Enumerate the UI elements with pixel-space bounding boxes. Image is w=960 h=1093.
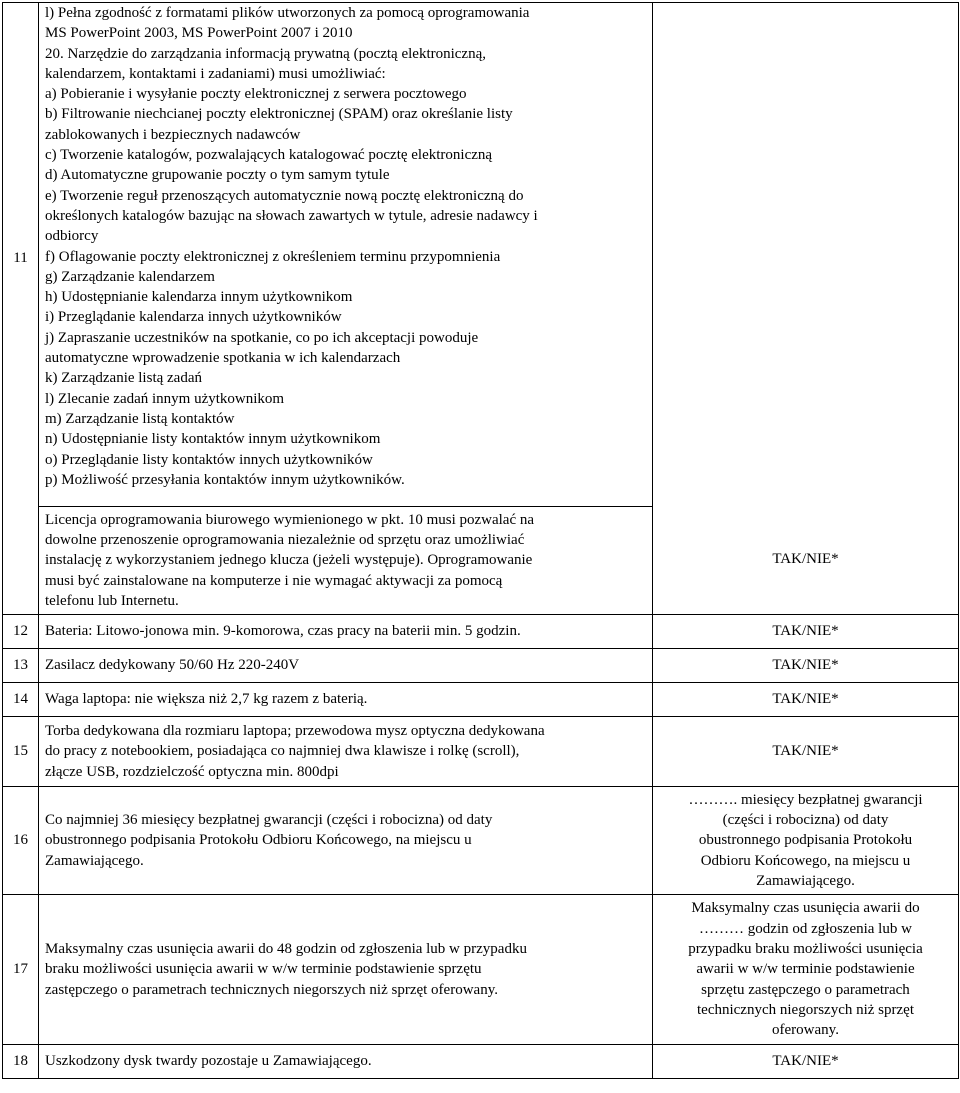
- answer-line: awarii w w/w terminie podstawienie: [696, 961, 915, 978]
- row-number: [3, 3, 39, 615]
- row-number: 15: [3, 717, 39, 787]
- description-line: c) Tworzenie katalogów, pozwalających katalogować pocztę elektroniczną: [45, 147, 493, 164]
- specification-table: [2, 2, 959, 1079]
- table-row: [3, 717, 959, 787]
- answer-line: przypadku braku możliwości usunięcia: [688, 941, 923, 958]
- answer-line: TAK/NIE*: [772, 1053, 839, 1070]
- description-line: Zasilacz dedykowany 50/60 Hz 220-240V: [45, 657, 300, 674]
- description-line: f) Oflagowanie poczty elektronicznej z określeniem terminu przypomnienia: [45, 248, 501, 265]
- description-line: MS PowerPoint 2003, MS PowerPoint 2007 i 2010: [45, 25, 353, 42]
- table-row: [3, 787, 959, 895]
- description-line: i) Przeglądanie kalendarza innych użytkowników: [45, 309, 342, 326]
- description-line: odbiorcy: [45, 228, 99, 245]
- answer-line: TAK/NIE*: [772, 551, 839, 567]
- description-line: e) Tworzenie reguł przenoszących automatycznie nową pocztę elektroniczną do: [45, 187, 524, 204]
- answer-line: (części i robocizna) od daty: [722, 812, 889, 829]
- table-row: [3, 895, 959, 1045]
- description-line: obustronnego podpisania Protokołu Odbioru Końcowego, na miejscu u: [45, 832, 472, 849]
- description-line: Uszkodzony dysk twardy pozostaje u Zamawiającego.: [45, 1053, 372, 1070]
- offer-answer: [653, 895, 959, 1045]
- table-row: [3, 615, 959, 649]
- description-line: zastępczego o parametrach technicznych niegorszych niż sprzęt oferowany.: [45, 981, 498, 998]
- description-line: Waga laptopa: nie większa niż 2,7 kg razem z baterią.: [45, 691, 368, 708]
- answer-line: TAK/NIE*: [772, 691, 839, 708]
- requirement-description: [39, 615, 653, 649]
- answer-line: ……… godzin od zgłoszenia lub w: [699, 920, 912, 937]
- row-number: 16: [3, 787, 39, 895]
- requirement-description: [39, 1045, 653, 1079]
- description-line: instalację z wykorzystaniem jednego klucza (jeżeli występuje). Oprogramowanie: [45, 552, 533, 569]
- description-line: Bateria: Litowo-jonowa min. 9-komorowa, czas pracy na baterii min. 5 godzin.: [45, 623, 521, 640]
- table-body: [3, 3, 959, 1079]
- description-line: k) Zarządzanie listą zadań: [45, 370, 202, 387]
- answer-line: sprzętu zastępczego o parametrach: [701, 981, 910, 998]
- offer-answer: [653, 3, 959, 615]
- description-line: Zamawiającego.: [45, 852, 144, 869]
- description-line: Co najmniej 36 miesięcy bezpłatnej gwarancji (części i robocizna) od daty: [45, 812, 493, 829]
- answer-line: Odbioru Końcowego, na miejscu u: [700, 852, 911, 869]
- description-line: l) Pełna zgodność z formatami plików utworzonych za pomocą oprogramowania: [45, 5, 530, 21]
- requirement-description: [39, 507, 653, 615]
- description-line: h) Udostępnianie kalendarza innym użytkownikom: [45, 289, 353, 306]
- answer-line: TAK/NIE*: [772, 623, 839, 640]
- row-number: 14: [3, 683, 39, 717]
- answer-line: oferowany.: [772, 1022, 839, 1039]
- description-line: m) Zarządzanie listą kontaktów: [45, 410, 235, 427]
- description-line: Torba dedykowana dla rozmiaru laptopa; przewodowa mysz optyczna dedykowana: [45, 723, 545, 740]
- offer-answer: [653, 615, 959, 649]
- answer-line: ………. miesięcy bezpłatnej gwarancji: [688, 791, 923, 808]
- description-line: 20. Narzędzie do zarządzania informacją prywatną (pocztą elektroniczną,: [45, 45, 486, 62]
- description-line: o) Przeglądanie listy kontaktów innych użytkowników: [45, 451, 373, 468]
- answer-line: TAK/NIE*: [772, 743, 839, 760]
- description-line: do pracy z notebookiem, posiadająca co najmniej dwa klawisze i rolkę (scroll),: [45, 743, 520, 760]
- description-line: Maksymalny czas usunięcia awarii do 48 godzin od zgłoszenia lub w przypadku: [45, 941, 527, 958]
- description-line: braku możliwości usunięcia awarii w w/w terminie podstawienie sprzętu: [45, 961, 482, 978]
- table-row: [3, 1045, 959, 1079]
- description-line: b) Filtrowanie niechcianej poczty elektronicznej (SPAM) oraz określanie listy: [45, 106, 513, 123]
- description-line: określonych katalogów bazując na słowach zawartych w tytule, adresie nadawcy i: [45, 207, 538, 224]
- answer-line: TAK/NIE*: [772, 657, 839, 674]
- requirement-description: [39, 3, 653, 507]
- offer-answer: [653, 649, 959, 683]
- answer-line: technicznych niegorszych niż sprzęt: [697, 1001, 914, 1018]
- description-line: dowolne przenoszenie oprogramowania niezależnie od sprzętu oraz umożliwiać: [45, 532, 525, 549]
- requirement-description: [39, 649, 653, 683]
- description-line: telefonu lub Internetu.: [45, 592, 179, 609]
- description-line: Licencja oprogramowania biurowego wymienionego w pkt. 10 musi pozwalać na: [45, 511, 535, 528]
- table-row: [3, 649, 959, 683]
- requirement-description: [39, 683, 653, 717]
- description-line: kalendarzem, kontaktami i zadaniami) musi umożliwiać:: [45, 65, 386, 82]
- answer-line: Maksymalny czas usunięcia awarii do: [691, 900, 920, 917]
- table-row: [3, 3, 959, 507]
- description-line: d) Automatyczne grupowanie poczty o tym samym tytule: [45, 167, 390, 184]
- offer-answer: [653, 717, 959, 787]
- description-line: musi być zainstalowane na komputerze i nie wymagać aktywacji za pomocą: [45, 572, 503, 589]
- offer-answer: [653, 1045, 959, 1079]
- description-line: n) Udostępnianie listy kontaktów innym użytkownikom: [45, 431, 381, 448]
- description-line: g) Zarządzanie kalendarzem: [45, 268, 215, 285]
- description-line: p) Możliwość przesyłania kontaktów innym użytkowników.: [45, 471, 405, 488]
- description-line: automatyczne wprowadzenie spotkania w ich kalendarzach: [45, 350, 401, 367]
- requirement-description: [39, 787, 653, 895]
- row-number: 13: [3, 649, 39, 683]
- description-line: zablokowanych i bezpiecznych nadawców: [45, 126, 301, 143]
- answer-line: obustronnego podpisania Protokołu: [698, 832, 913, 849]
- description-line: l) Zlecanie zadań innym użytkownikom: [45, 390, 285, 407]
- row-number: 18: [3, 1045, 39, 1079]
- description-line: j) Zapraszanie uczestników na spotkanie, co po ich akceptacji powoduje: [45, 329, 479, 346]
- requirement-description: [39, 717, 653, 787]
- offer-answer: [653, 683, 959, 717]
- row-number: 12: [3, 615, 39, 649]
- table-row: [3, 683, 959, 717]
- requirement-description: [39, 895, 653, 1045]
- description-line: złącze USB, rozdzielczość optyczna min. 800dpi: [45, 763, 339, 780]
- row-number: 17: [3, 895, 39, 1045]
- offer-answer: [653, 787, 959, 895]
- answer-line: Zamawiającego.: [756, 872, 855, 889]
- row-number-text: 11: [13, 250, 28, 266]
- description-line: a) Pobieranie i wysyłanie poczty elektronicznej z serwera pocztowego: [45, 86, 467, 103]
- specification-document: [2, 2, 958, 1079]
